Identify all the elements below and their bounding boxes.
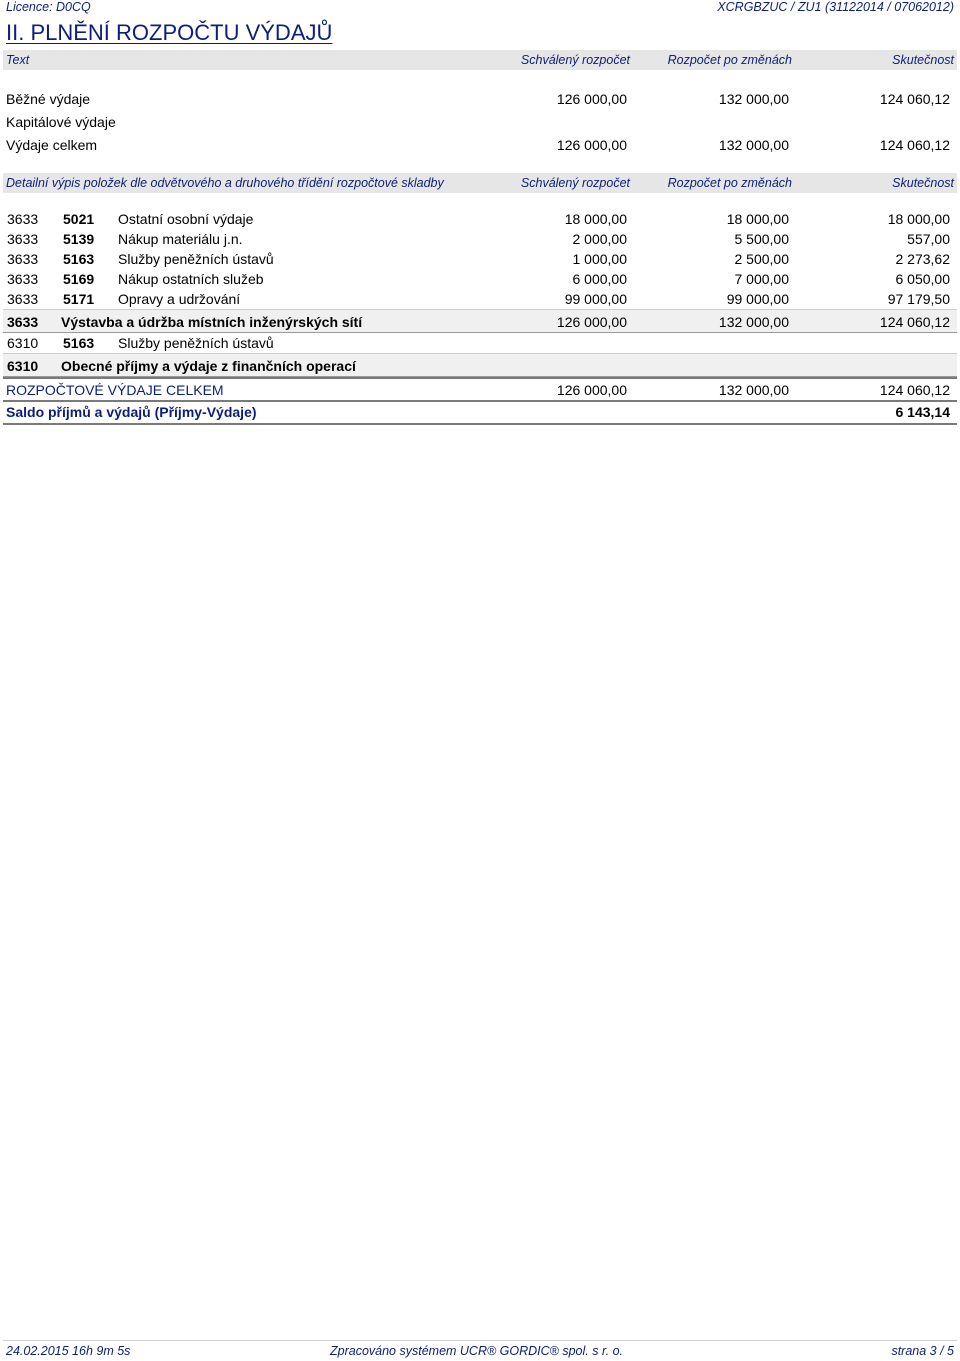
table-row xyxy=(3,333,957,353)
value-skutecnost: 6 050,00 xyxy=(895,271,950,287)
column-header-po-zmenach: Rozpočet po změnách xyxy=(667,176,792,190)
table-row xyxy=(3,289,957,309)
odd-name: Obecné příjmy a výdaje z finančních operací xyxy=(61,358,356,374)
odd-code: 3633 xyxy=(7,291,39,307)
value-po-zmenach: 7 000,00 xyxy=(734,271,789,287)
subtotal-row-3633 xyxy=(3,309,957,333)
column-header-text: Text xyxy=(6,53,30,67)
item-name: Služby peněžních ústavů xyxy=(118,335,274,351)
odd-code: 3633 xyxy=(7,211,39,227)
value-po-zmenach: 5 500,00 xyxy=(734,231,789,247)
saldo-label: Saldo příjmů a výdajů (Příjmy-Výdaje) xyxy=(6,404,257,420)
value-schvaleny: 126 000,00 xyxy=(556,314,627,330)
table-row xyxy=(3,209,957,229)
value-po-zmenach: 132 000,00 xyxy=(718,137,789,153)
saldo-row xyxy=(3,402,957,425)
summary-row-bezne xyxy=(3,89,957,109)
document-id: XCRGBZUC / ZU1 (31122014 / 07062012) xyxy=(717,0,954,14)
column-header-detail-text: Detailní výpis položek dle odvětvového a druhového třídění rozpočtové skladby xyxy=(6,176,444,190)
pol-code: 5139 xyxy=(63,231,95,247)
row-label: Výdaje celkem xyxy=(6,137,98,153)
odd-code: 6310 xyxy=(7,335,39,351)
odd-code: 3633 xyxy=(7,271,39,287)
value-po-zmenach: 99 000,00 xyxy=(726,291,789,307)
column-header-skutecnost: Skutečnost xyxy=(892,53,954,67)
value-schvaleny: 99 000,00 xyxy=(564,291,627,307)
value-schvaleny: 126 000,00 xyxy=(556,382,627,398)
value-po-zmenach: 2 500,00 xyxy=(734,251,789,267)
value-schvaleny: 1 000,00 xyxy=(572,251,627,267)
value-skutecnost: 124 060,12 xyxy=(879,314,950,330)
row-label: Běžné výdaje xyxy=(6,91,91,107)
grand-total-row xyxy=(3,377,957,402)
item-name: Ostatní osobní výdaje xyxy=(118,211,254,227)
value-schvaleny: 126 000,00 xyxy=(556,137,627,153)
value-skutecnost: 97 179,50 xyxy=(887,291,950,307)
value-po-zmenach: 132 000,00 xyxy=(718,382,789,398)
footer-page-number: strana 3 / 5 xyxy=(891,1344,954,1358)
table-row xyxy=(3,229,957,249)
value-po-zmenach: 132 000,00 xyxy=(718,314,789,330)
summary-row-celkem xyxy=(3,135,957,155)
odd-code: 3633 xyxy=(7,314,39,330)
value-skutecnost: 124 060,12 xyxy=(879,91,950,107)
value-skutecnost: 557,00 xyxy=(907,231,950,247)
footer-system: Zpracováno systémem UCR® GORDIC® spol. s r. o. xyxy=(330,1344,624,1358)
footer-timestamp: 24.02.2015 16h 9m 5s xyxy=(6,1344,131,1358)
odd-code: 3633 xyxy=(7,231,39,247)
value-skutecnost: 124 060,12 xyxy=(879,382,950,398)
pol-code: 5171 xyxy=(63,291,95,307)
table-row xyxy=(3,249,957,269)
value-po-zmenach: 132 000,00 xyxy=(718,91,789,107)
footer-divider xyxy=(3,1340,957,1341)
item-name: Služby peněžních ústavů xyxy=(118,251,274,267)
value-schvaleny: 2 000,00 xyxy=(572,231,627,247)
odd-name: Výstavba a údržba místních inženýrských sítí xyxy=(61,314,363,330)
subtotal-row-6310 xyxy=(3,353,957,377)
pol-code: 5163 xyxy=(63,335,95,351)
item-name: Nákup materiálu j.n. xyxy=(118,231,243,247)
summary-row-kapitalove xyxy=(3,112,957,132)
summary-header xyxy=(3,50,957,70)
odd-code: 3633 xyxy=(7,251,39,267)
pol-code: 5021 xyxy=(63,211,95,227)
licence-label: Licence: D0CQ xyxy=(6,0,91,14)
detail-header xyxy=(3,173,957,193)
grand-total-label: ROZPOČTOVÉ VÝDAJE CELKEM xyxy=(6,382,224,398)
column-header-skutecnost: Skutečnost xyxy=(892,176,954,190)
value-skutecnost: 18 000,00 xyxy=(887,211,950,227)
value-schvaleny: 18 000,00 xyxy=(564,211,627,227)
value-po-zmenach: 18 000,00 xyxy=(726,211,789,227)
item-name: Opravy a udržování xyxy=(118,291,241,307)
column-header-schvaleny: Schválený rozpočet xyxy=(520,53,630,67)
table-row xyxy=(3,269,957,289)
value-skutecnost: 2 273,62 xyxy=(895,251,950,267)
column-header-po-zmenach: Rozpočet po změnách xyxy=(667,53,792,67)
value-skutecnost: 124 060,12 xyxy=(879,137,950,153)
saldo-value: 6 143,14 xyxy=(895,404,950,420)
column-header-schvaleny: Schválený rozpočet xyxy=(520,176,630,190)
odd-code: 6310 xyxy=(7,358,39,374)
value-schvaleny: 126 000,00 xyxy=(556,91,627,107)
pol-code: 5163 xyxy=(63,251,95,267)
page-title: II. PLNĚNÍ ROZPOČTU VÝDAJŮ xyxy=(6,20,333,45)
pol-code: 5169 xyxy=(63,271,95,287)
value-schvaleny: 6 000,00 xyxy=(572,271,627,287)
row-label: Kapitálové výdaje xyxy=(6,114,116,130)
item-name: Nákup ostatních služeb xyxy=(118,271,264,287)
